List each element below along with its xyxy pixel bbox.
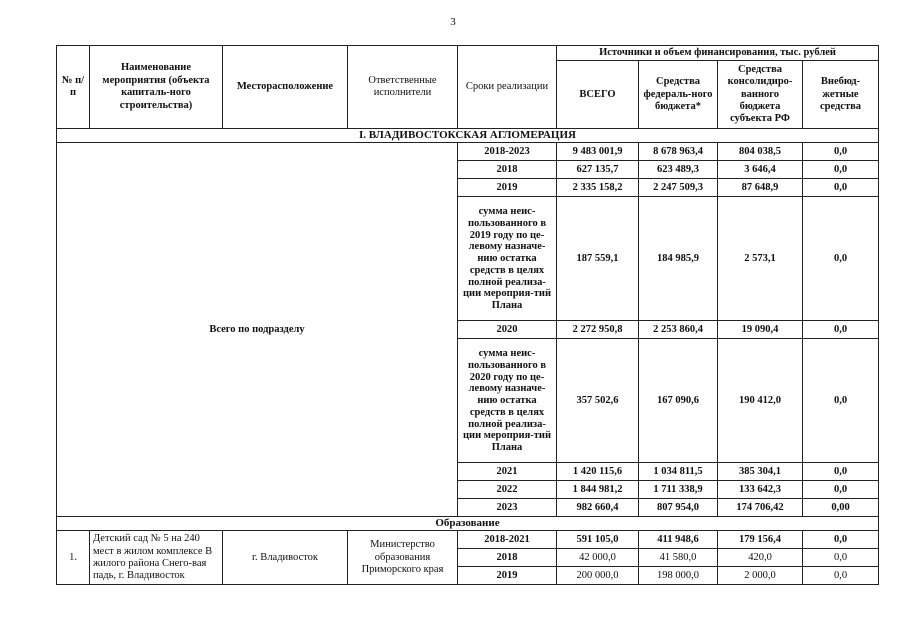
header-period: Сроки реализации <box>458 46 557 129</box>
header-regional: Средства консолидиро-ванного бюджета субъекта РФ <box>718 61 803 129</box>
item-regional: 2 000,0 <box>718 567 803 585</box>
item-regional: 179 156,4 <box>718 531 803 549</box>
total-extra: 0,0 <box>803 161 879 179</box>
total-federal: 1 711 338,9 <box>639 481 718 499</box>
total-period: 2020 <box>458 321 557 339</box>
page-number: 3 <box>450 16 456 28</box>
total-regional: 174 706,42 <box>718 499 803 517</box>
total-period: 2023 <box>458 499 557 517</box>
total-sum: 187 559,1 <box>557 197 639 321</box>
total-federal: 807 954,0 <box>639 499 718 517</box>
total-extra: 0,0 <box>803 143 879 161</box>
item-name: Детский сад № 5 на 240 мест в жилом комплексе В жилого района Снего-вая падь, г. Владивосток <box>90 531 223 585</box>
item-period: 2019 <box>458 567 557 585</box>
total-extra: 0,0 <box>803 179 879 197</box>
item-federal: 41 580,0 <box>639 549 718 567</box>
total-federal: 2 247 509,3 <box>639 179 718 197</box>
total-regional: 385 304,1 <box>718 463 803 481</box>
total-extra: 0,0 <box>803 197 879 321</box>
total-period: 2018 <box>458 161 557 179</box>
header-funding-group: Источники и объем финансирования, тыс. рублей <box>557 46 879 61</box>
total-sum: 9 483 001,9 <box>557 143 639 161</box>
total-sum: 1 844 981,2 <box>557 481 639 499</box>
total-sum: 2 335 158,2 <box>557 179 639 197</box>
item-total: 591 105,0 <box>557 531 639 549</box>
header-extra: Внебюд-жетные средства <box>803 61 879 129</box>
item-regional: 420,0 <box>718 549 803 567</box>
total-federal: 184 985,9 <box>639 197 718 321</box>
total-regional: 2 573,1 <box>718 197 803 321</box>
header-name: Наименование мероприятия (объекта капиталь-ного строительства) <box>90 46 223 129</box>
header-federal: Средства федераль-ного бюджета* <box>639 61 718 129</box>
item-federal: 198 000,0 <box>639 567 718 585</box>
item-period: 2018 <box>458 549 557 567</box>
total-sum: 982 660,4 <box>557 499 639 517</box>
total-sum: 357 502,6 <box>557 339 639 463</box>
total-extra: 0,0 <box>803 321 879 339</box>
total-period: 2019 <box>458 179 557 197</box>
total-period: сумма неис-пользованного в 2019 году по це-левому назначе-нию остатка средств в целях полной реализа-ции мероприя-тий Плана <box>458 197 557 321</box>
header-location: Месторасположение <box>223 46 348 129</box>
item-federal: 411 948,6 <box>639 531 718 549</box>
total-period: 2022 <box>458 481 557 499</box>
total-federal: 8 678 963,4 <box>639 143 718 161</box>
total-regional: 804 038,5 <box>718 143 803 161</box>
funding-table <box>56 45 879 585</box>
subsection-total-label: Всего по подразделу <box>57 143 458 517</box>
total-extra: 0,0 <box>803 463 879 481</box>
total-sum: 627 135,7 <box>557 161 639 179</box>
total-regional: 3 646,4 <box>718 161 803 179</box>
total-regional: 19 090,4 <box>718 321 803 339</box>
total-regional: 190 412,0 <box>718 339 803 463</box>
item-location: г. Владивосток <box>223 531 348 585</box>
total-regional: 133 642,3 <box>718 481 803 499</box>
total-federal: 623 489,3 <box>639 161 718 179</box>
education-title: Образование <box>57 517 879 531</box>
total-extra: 0,0 <box>803 481 879 499</box>
item-total: 42 000,0 <box>557 549 639 567</box>
total-period: 2018-2023 <box>458 143 557 161</box>
item-extra: 0,0 <box>803 531 879 549</box>
total-period: 2021 <box>458 463 557 481</box>
total-federal: 1 034 811,5 <box>639 463 718 481</box>
item-extra: 0,0 <box>803 549 879 567</box>
item-total: 200 000,0 <box>557 567 639 585</box>
total-period: сумма неис-пользованного в 2020 году по це-левому назначе-нию остатка средств в целях полной реализа-ции мероприя-тий Плана <box>458 339 557 463</box>
item-responsible: Министерство образования Приморского края <box>348 531 458 585</box>
total-regional: 87 648,9 <box>718 179 803 197</box>
item-period: 2018-2021 <box>458 531 557 549</box>
item-extra: 0,0 <box>803 567 879 585</box>
header-total: ВСЕГО <box>557 61 639 129</box>
total-extra: 0,00 <box>803 499 879 517</box>
total-extra: 0,0 <box>803 339 879 463</box>
header-responsible: Ответственные исполнители <box>348 46 458 129</box>
total-sum: 2 272 950,8 <box>557 321 639 339</box>
header-num: № п/п <box>57 46 90 129</box>
total-sum: 1 420 115,6 <box>557 463 639 481</box>
section-title: I. ВЛАДИВОСТОКСКАЯ АГЛОМЕРАЦИЯ <box>57 129 879 143</box>
total-federal: 167 090,6 <box>639 339 718 463</box>
total-federal: 2 253 860,4 <box>639 321 718 339</box>
item-num: 1. <box>57 531 90 585</box>
